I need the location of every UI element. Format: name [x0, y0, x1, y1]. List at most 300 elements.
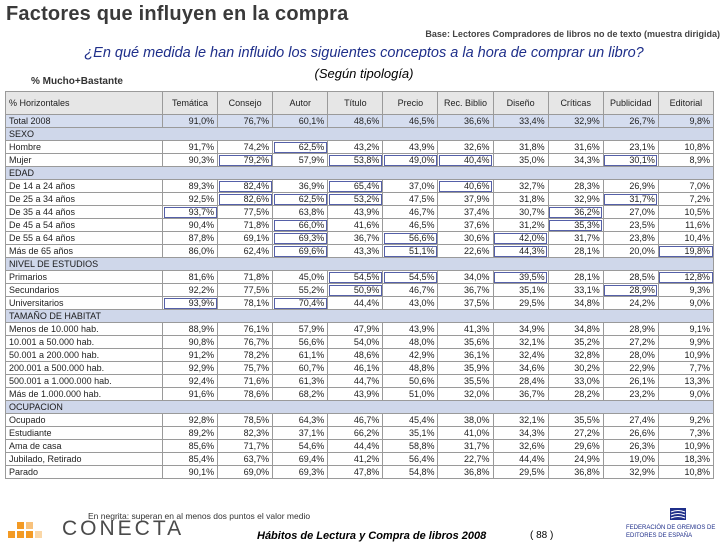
table-cell: 28,4% — [493, 375, 548, 388]
table-cell: 69,4% — [273, 453, 328, 466]
table-cell: 68,2% — [273, 388, 328, 401]
row-label: Secundarios — [6, 284, 163, 297]
table-cell: 92,5% — [163, 193, 218, 206]
table-cell: 35,5% — [438, 375, 493, 388]
table-cell: 50,9% — [328, 284, 383, 297]
table-cell: 32,6% — [493, 440, 548, 453]
table-cell: 32,0% — [438, 388, 493, 401]
table-cell: 89,2% — [163, 427, 218, 440]
table-cell: 30,2% — [548, 362, 603, 375]
table-cell: 86,0% — [163, 245, 218, 258]
table-cell: 54,5% — [383, 271, 438, 284]
table-row — [6, 245, 714, 258]
table-cell: 44,7% — [328, 375, 383, 388]
table-cell: 78,5% — [218, 414, 273, 427]
table-cell: 54,0% — [328, 336, 383, 349]
table-cell: 31,7% — [548, 232, 603, 245]
table-cell: 47,8% — [328, 466, 383, 479]
table-cell: 32,1% — [493, 414, 548, 427]
table-cell: 77,5% — [218, 284, 273, 297]
table-cell: 50,6% — [383, 375, 438, 388]
table-cell: 85,4% — [163, 453, 218, 466]
table-cell: 28,1% — [548, 245, 603, 258]
table-cell: 28,1% — [548, 271, 603, 284]
table-cell: 32,6% — [438, 141, 493, 154]
table-cell: 35,0% — [493, 154, 548, 167]
table-cell: 28,3% — [548, 180, 603, 193]
table-cell: 69,3% — [273, 466, 328, 479]
row-label: Mujer — [6, 154, 163, 167]
table-cell: 57,9% — [273, 154, 328, 167]
table-cell: 43,0% — [383, 297, 438, 310]
table-row — [6, 297, 714, 310]
table-cell: 32,9% — [603, 466, 658, 479]
table-cell: 48,6% — [328, 115, 383, 128]
table-cell: 62,5% — [273, 193, 328, 206]
table-cell: 43,9% — [383, 323, 438, 336]
table-cell: 39,5% — [493, 271, 548, 284]
survey-subquestion: (Según tipología) — [314, 66, 414, 81]
table-cell: 45,4% — [383, 414, 438, 427]
table-group-row — [6, 310, 714, 323]
table-cell: 37,1% — [273, 427, 328, 440]
table-cell: 42,0% — [493, 232, 548, 245]
table-cell: 31,7% — [603, 193, 658, 206]
table-cell: 35,9% — [438, 362, 493, 375]
table-cell: 19,0% — [603, 453, 658, 466]
table-cell: 35,3% — [548, 219, 603, 232]
table-cell: 41,0% — [438, 427, 493, 440]
table-cell: 90,3% — [163, 154, 218, 167]
table-cell: 85,6% — [163, 440, 218, 453]
group-label: NIVEL DE ESTUDIOS — [6, 258, 714, 271]
table-cell: 27,2% — [548, 427, 603, 440]
table-cell: 28,2% — [548, 388, 603, 401]
table-group-row — [6, 128, 714, 141]
table-cell: 9,0% — [658, 388, 713, 401]
table-cell: 26,6% — [603, 427, 658, 440]
table-cell: 44,4% — [328, 440, 383, 453]
table-row — [6, 466, 714, 479]
table-cell: 92,4% — [163, 375, 218, 388]
table-cell: 9,2% — [658, 414, 713, 427]
table-cell: 18,3% — [658, 453, 713, 466]
table-row — [6, 323, 714, 336]
table-cell: 34,0% — [438, 271, 493, 284]
table-cell: 44,4% — [493, 453, 548, 466]
row-label: 50.001 a 200.000 hab. — [6, 349, 163, 362]
table-cell: 45,0% — [273, 271, 328, 284]
table-cell: 33,1% — [548, 284, 603, 297]
table-cell: 78,2% — [218, 349, 273, 362]
row-label: 10.001 a 50.000 hab. — [6, 336, 163, 349]
table-row — [6, 232, 714, 245]
table-cell: 9,1% — [658, 323, 713, 336]
table-cell: 90,1% — [163, 466, 218, 479]
table-cell: 65,4% — [328, 180, 383, 193]
table-cell: 34,3% — [493, 427, 548, 440]
conecta-logo-mark — [8, 513, 56, 543]
table-row — [6, 453, 714, 466]
row-label: Primarios — [6, 271, 163, 284]
table-cell: 56,4% — [383, 453, 438, 466]
table-cell: 47,9% — [328, 323, 383, 336]
table-cell: 36,8% — [548, 466, 603, 479]
table-cell: 46,7% — [383, 206, 438, 219]
table-row — [6, 388, 714, 401]
row-label: De 25 a 34 años — [6, 193, 163, 206]
table-row — [6, 206, 714, 219]
table-cell: 27,2% — [603, 336, 658, 349]
table-cell: 70,4% — [273, 297, 328, 310]
table-cell: 53,2% — [328, 193, 383, 206]
table-row — [6, 284, 714, 297]
table-row — [6, 414, 714, 427]
table-cell: 66,2% — [328, 427, 383, 440]
table-cell: 10,8% — [658, 466, 713, 479]
table-cell: 29,5% — [493, 466, 548, 479]
table-cell: 36,8% — [438, 466, 493, 479]
table-cell: 28,5% — [603, 271, 658, 284]
column-header: Autor — [273, 92, 328, 115]
table-cell: 42,9% — [383, 349, 438, 362]
group-label: OCUPACION — [6, 401, 714, 414]
table-cell: 36,7% — [328, 232, 383, 245]
table-cell: 61,1% — [273, 349, 328, 362]
table-cell: 51,0% — [383, 388, 438, 401]
table-cell: 55,2% — [273, 284, 328, 297]
column-header: Precio — [383, 92, 438, 115]
table-cell: 89,3% — [163, 180, 218, 193]
column-header: Editorial — [658, 92, 713, 115]
table-cell: 37,9% — [438, 193, 493, 206]
table-cell: 46,7% — [328, 414, 383, 427]
table-row — [6, 154, 714, 167]
table-row — [6, 336, 714, 349]
table-cell: 82,6% — [218, 193, 273, 206]
table-cell: 78,1% — [218, 297, 273, 310]
table-cell: 63,7% — [218, 453, 273, 466]
table-cell: 49,0% — [383, 154, 438, 167]
table-cell: 32,8% — [548, 349, 603, 362]
table-total-row — [6, 115, 714, 128]
table-cell: 43,2% — [328, 141, 383, 154]
table-cell: 8,9% — [658, 154, 713, 167]
table-cell: 41,2% — [328, 453, 383, 466]
table-cell: 23,1% — [603, 141, 658, 154]
table-cell: 35,2% — [548, 336, 603, 349]
table-cell: 32,9% — [548, 115, 603, 128]
table-cell: 11,6% — [658, 219, 713, 232]
table-cell: 71,6% — [218, 375, 273, 388]
table-cell: 31,8% — [493, 193, 548, 206]
column-header: Consejo — [218, 92, 273, 115]
table-cell: 48,6% — [328, 349, 383, 362]
table-cell: 46,5% — [383, 219, 438, 232]
table-cell: 56,6% — [273, 336, 328, 349]
table-header-row — [6, 92, 714, 115]
table-cell: 36,6% — [438, 115, 493, 128]
table-cell: 43,3% — [328, 245, 383, 258]
column-header: Título — [328, 92, 383, 115]
row-label: Parado — [6, 466, 163, 479]
table-cell: 74,2% — [218, 141, 273, 154]
table-cell: 35,1% — [493, 284, 548, 297]
table-cell: 63,8% — [273, 206, 328, 219]
table-cell: 69,3% — [273, 232, 328, 245]
table-cell: 51,1% — [383, 245, 438, 258]
table-cell: 10,9% — [658, 440, 713, 453]
table-cell: 71,7% — [218, 440, 273, 453]
table-cell: 60,7% — [273, 362, 328, 375]
table-cell: 78,6% — [218, 388, 273, 401]
table-cell: 13,3% — [658, 375, 713, 388]
table-cell: 91,2% — [163, 349, 218, 362]
table-cell: 30,1% — [603, 154, 658, 167]
table-cell: 35,1% — [383, 427, 438, 440]
table-row — [6, 427, 714, 440]
table-cell: 30,7% — [493, 206, 548, 219]
table-cell: 29,5% — [493, 297, 548, 310]
table-cell: 26,9% — [603, 180, 658, 193]
table-cell: 33,4% — [493, 115, 548, 128]
table-cell: 34,8% — [548, 323, 603, 336]
row-label: Universitarios — [6, 297, 163, 310]
table-row — [6, 362, 714, 375]
table-body — [6, 115, 714, 479]
column-header: Temática — [163, 92, 218, 115]
table-group-row — [6, 258, 714, 271]
table-cell: 91,6% — [163, 388, 218, 401]
table-cell: 23,8% — [603, 232, 658, 245]
group-label: SEXO — [6, 128, 714, 141]
table-cell: 22,6% — [438, 245, 493, 258]
table-cell: 24,9% — [548, 453, 603, 466]
table-cell: 48,8% — [383, 362, 438, 375]
table-cell: 43,9% — [383, 141, 438, 154]
table-cell: 90,8% — [163, 336, 218, 349]
table-cell: 33,0% — [548, 375, 603, 388]
table-cell: 27,0% — [603, 206, 658, 219]
table-cell: 7,2% — [658, 193, 713, 206]
table-cell: 91,7% — [163, 141, 218, 154]
table-cell: 64,3% — [273, 414, 328, 427]
table-cell: 29,6% — [548, 440, 603, 453]
table-cell: 9,9% — [658, 336, 713, 349]
table-corner-header: % Horizontales — [6, 92, 163, 115]
table-cell: 48,0% — [383, 336, 438, 349]
table-cell: 76,1% — [218, 323, 273, 336]
table-group-row — [6, 401, 714, 414]
table-cell: 23,5% — [603, 219, 658, 232]
measure-label: % Mucho+Bastante — [31, 76, 123, 87]
page-number: ( 88 ) — [530, 530, 554, 541]
table-cell: 22,9% — [603, 362, 658, 375]
table-cell: 76,7% — [218, 336, 273, 349]
table-row — [6, 193, 714, 206]
table-cell: 46,7% — [383, 284, 438, 297]
table-group-row — [6, 167, 714, 180]
table-cell: 41,3% — [438, 323, 493, 336]
table-cell: 26,7% — [603, 115, 658, 128]
publication-title: Hábitos de Lectura y Compra de libros 2008 — [257, 530, 487, 542]
table-row — [6, 219, 714, 232]
table-cell: 28,9% — [603, 284, 658, 297]
table-cell: 32,9% — [548, 193, 603, 206]
table-cell: 54,6% — [273, 440, 328, 453]
table-cell: 54,8% — [383, 466, 438, 479]
table-cell: 31,8% — [493, 141, 548, 154]
table-cell: 41,6% — [328, 219, 383, 232]
table-cell: 36,9% — [273, 180, 328, 193]
group-label: TAMAÑO DE HABITAT — [6, 310, 714, 323]
table-cell: 92,8% — [163, 414, 218, 427]
page-title: Factores que influyen en la compra — [6, 3, 349, 25]
table-cell: 28,9% — [603, 323, 658, 336]
table-cell: 24,2% — [603, 297, 658, 310]
row-label: Hombre — [6, 141, 163, 154]
table-cell: 9,8% — [658, 115, 713, 128]
table-cell: 69,0% — [218, 466, 273, 479]
table-cell: 37,5% — [438, 297, 493, 310]
table-cell: 32,1% — [493, 336, 548, 349]
table-cell: 32,4% — [493, 349, 548, 362]
results-table — [5, 91, 714, 479]
table-cell: 69,1% — [218, 232, 273, 245]
table-cell: 9,0% — [658, 297, 713, 310]
table-cell: 10,8% — [658, 141, 713, 154]
table-cell: 28,0% — [603, 349, 658, 362]
table-row — [6, 180, 714, 193]
table-cell: 56,6% — [383, 232, 438, 245]
table-cell: 90,4% — [163, 219, 218, 232]
row-label: Ama de casa — [6, 440, 163, 453]
table-cell: 37,0% — [383, 180, 438, 193]
table-cell: 75,7% — [218, 362, 273, 375]
table-cell: 40,6% — [438, 180, 493, 193]
table-cell: 34,3% — [548, 154, 603, 167]
table-cell: 71,8% — [218, 219, 273, 232]
table-cell: 32,7% — [493, 180, 548, 193]
table-cell: 92,9% — [163, 362, 218, 375]
table-cell: 53,8% — [328, 154, 383, 167]
row-label: De 45 a 54 años — [6, 219, 163, 232]
row-label: 500.001 a 1.000.000 hab. — [6, 375, 163, 388]
table-cell: 23,2% — [603, 388, 658, 401]
table-cell: 57,9% — [273, 323, 328, 336]
table-row — [6, 375, 714, 388]
table-cell: 36,7% — [438, 284, 493, 297]
row-label: Menos de 10.000 hab. — [6, 323, 163, 336]
table-cell: 35,6% — [438, 336, 493, 349]
table-row — [6, 349, 714, 362]
table-cell: 37,6% — [438, 219, 493, 232]
table-cell: 61,3% — [273, 375, 328, 388]
table-cell: 66,0% — [273, 219, 328, 232]
table-cell: 34,6% — [493, 362, 548, 375]
table-cell: 88,9% — [163, 323, 218, 336]
row-label: Estudiante — [6, 427, 163, 440]
table-cell: 22,7% — [438, 453, 493, 466]
table-cell: 36,7% — [493, 388, 548, 401]
table-cell: 7,7% — [658, 362, 713, 375]
table-cell: 46,1% — [328, 362, 383, 375]
table-cell: 7,0% — [658, 180, 713, 193]
table-cell: 9,3% — [658, 284, 713, 297]
table-cell: 10,4% — [658, 232, 713, 245]
federation-emblem-icon — [670, 508, 686, 520]
table-cell: 60,1% — [273, 115, 328, 128]
table-cell: 62,4% — [218, 245, 273, 258]
table-cell: 26,1% — [603, 375, 658, 388]
table-cell: 77,5% — [218, 206, 273, 219]
table-cell: 43,9% — [328, 388, 383, 401]
table-cell: 40,4% — [438, 154, 493, 167]
row-label: Ocupado — [6, 414, 163, 427]
table-cell: 10,5% — [658, 206, 713, 219]
table-cell: 20,0% — [603, 245, 658, 258]
group-label: EDAD — [6, 167, 714, 180]
row-label: Más de 65 años — [6, 245, 163, 258]
table-cell: 71,8% — [218, 271, 273, 284]
table-cell: 7,3% — [658, 427, 713, 440]
table-cell: 62,5% — [273, 141, 328, 154]
table-row — [6, 440, 714, 453]
table-cell: 93,9% — [163, 297, 218, 310]
row-label: De 14 a 24 años — [6, 180, 163, 193]
table-cell: 31,6% — [548, 141, 603, 154]
table-cell: 34,9% — [493, 323, 548, 336]
row-label: 200.001 a 500.000 hab. — [6, 362, 163, 375]
conecta-logo-text: CONECTA — [62, 517, 185, 540]
table-cell: 37,4% — [438, 206, 493, 219]
table-cell: 81,6% — [163, 271, 218, 284]
table-cell: 44,4% — [328, 297, 383, 310]
table-cell: 36,2% — [548, 206, 603, 219]
table-cell: 91,0% — [163, 115, 218, 128]
table-row — [6, 271, 714, 284]
table-cell: 93,7% — [163, 206, 218, 219]
row-label: De 55 a 64 años — [6, 232, 163, 245]
table-row — [6, 141, 714, 154]
row-label: Más de 1.000.000 hab. — [6, 388, 163, 401]
column-header: Críticas — [548, 92, 603, 115]
row-label: De 35 a 44 años — [6, 206, 163, 219]
column-header: Publicidad — [603, 92, 658, 115]
table-cell: 19,8% — [658, 245, 713, 258]
table-cell: 38,0% — [438, 414, 493, 427]
table-cell: 31,2% — [493, 219, 548, 232]
table-cell: 27,4% — [603, 414, 658, 427]
footnote: En negrita: superan en al menos dos puntos el valor medio — [88, 511, 311, 521]
table-cell: 43,9% — [328, 206, 383, 219]
column-header: Diseño — [493, 92, 548, 115]
row-label: Jubilado, Retirado — [6, 453, 163, 466]
survey-question: ¿En qué medida le han influido los siguientes conceptos a la hora de comprar un libro? — [84, 45, 644, 61]
table-cell: 34,8% — [548, 297, 603, 310]
table-cell: 10,9% — [658, 349, 713, 362]
base-note: Base: Lectores Compradores de libros no de texto (muestra dirigida) — [425, 29, 720, 39]
column-header: Rec. Biblio — [438, 92, 493, 115]
table-cell: 76,7% — [218, 115, 273, 128]
table-cell: 46,5% — [383, 115, 438, 128]
federation-name: FEDERACIÓN DE GREMIOS DE EDITORES DE ESPAÑA — [626, 525, 716, 539]
table-cell: 58,8% — [383, 440, 438, 453]
table-cell: 82,3% — [218, 427, 273, 440]
table-cell: 35,5% — [548, 414, 603, 427]
table-cell: 79,2% — [218, 154, 273, 167]
table-cell: 44,3% — [493, 245, 548, 258]
